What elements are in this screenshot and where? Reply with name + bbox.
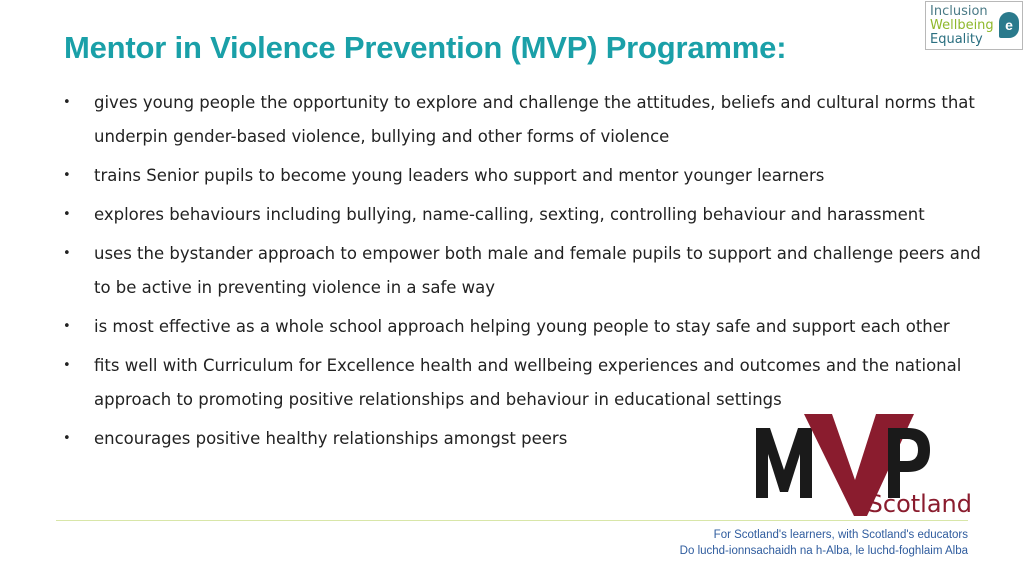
- footer-tagline-english: For Scotland's learners, with Scotland's educators: [713, 529, 968, 541]
- bullet-dot-icon: •: [63, 95, 71, 110]
- footer-divider: [56, 520, 968, 521]
- bullet-item: [60, 86, 990, 154]
- bullet-dot-icon: •: [63, 431, 71, 446]
- bullet-text: encourages positive healthy relationships amongst peers: [94, 429, 568, 448]
- logo-line-equality: Equality: [930, 32, 983, 47]
- bullet-text: is most effective as a whole school approach helping young people to stay safe and support each other: [94, 317, 950, 336]
- bullet-text: trains Senior pupils to become young leaders who support and mentor younger learners: [94, 166, 825, 185]
- bullet-text: gives young people the opportunity to explore and challenge the attitudes, beliefs and cultural norms that underpin gender-based violence, bullying and other forms of violence: [94, 93, 975, 146]
- bullet-text: fits well with Curriculum for Excellence health and wellbeing experiences and outcomes and the national approach to promoting positive relationships and behaviour in educational settings: [94, 356, 962, 409]
- bullet-text: explores behaviours including bullying, name-calling, sexting, controlling behaviour and harassment: [94, 205, 925, 224]
- logo-line-wellbeing: Wellbeing: [930, 18, 994, 33]
- mvp-letter-p: [888, 428, 930, 498]
- bullet-text: uses the bystander approach to empower both male and female pupils to support and challenge peers and to be active in preventing violence in a safe way: [94, 244, 981, 297]
- mvp-subtitle: Scotland: [867, 490, 972, 518]
- inclusion-wellbeing-equality-logo: [925, 1, 1023, 50]
- logo-line-inclusion: Inclusion: [930, 4, 988, 19]
- bullet-list: [60, 86, 990, 461]
- footer: [680, 528, 968, 559]
- bullet-dot-icon: •: [63, 319, 71, 334]
- mvp-letter-m: [756, 428, 812, 498]
- bullet-dot-icon: •: [63, 246, 71, 261]
- bullet-item: [60, 349, 990, 417]
- bullet-dot-icon: •: [63, 358, 71, 373]
- page-title: Mentor in Violence Prevention (MVP) Programme:: [64, 30, 787, 65]
- bullet-item: [60, 159, 990, 193]
- bullet-item: [60, 237, 990, 305]
- bullet-item: [60, 310, 990, 344]
- logo-badge-icon: e: [999, 12, 1019, 38]
- bullet-item: [60, 198, 990, 232]
- bullet-dot-icon: •: [63, 168, 71, 183]
- footer-tagline-gaelic: Do luchd-ionnsachaidh na h-Alba, le luchd-foghlaim Alba: [679, 544, 968, 557]
- mvp-scotland-logo: [752, 414, 976, 518]
- logo-text: [930, 5, 994, 47]
- bullet-dot-icon: •: [63, 207, 71, 222]
